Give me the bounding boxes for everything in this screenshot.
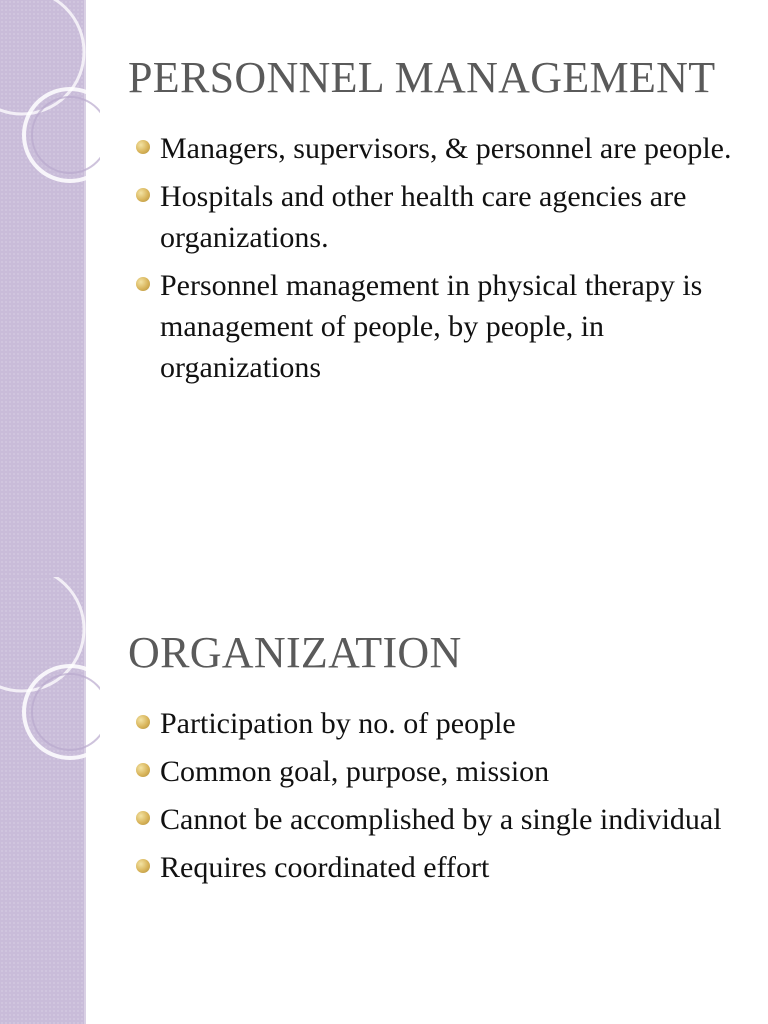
bullet-text: Common goal, purpose, mission: [160, 755, 550, 788]
bullet-text: Personnel management in physical therapy is management of people, by people, in organizations: [160, 269, 703, 384]
list-item: [134, 128, 746, 169]
bullet-text: Cannot be accomplished by a single individual: [160, 803, 722, 836]
list-item: [134, 703, 746, 744]
bullet-text: Hospitals and other health care agencies are organizations.: [160, 180, 687, 254]
bullet-text: Requires coordinated effort: [160, 851, 490, 884]
bullet-dot-icon: [136, 763, 150, 777]
bullet-dot-icon: [136, 859, 150, 873]
list-item: [134, 751, 746, 792]
bullet-text: Participation by no. of people: [160, 707, 516, 740]
decorative-rings-icon: [0, 577, 100, 777]
list-item: [134, 799, 746, 840]
decorative-rings-icon: [0, 0, 100, 200]
slide-title: PERSONNEL MANAGEMENT: [128, 53, 716, 102]
slide-organization: [0, 577, 768, 1024]
list-item: [134, 847, 746, 888]
bullet-list: [134, 128, 746, 395]
bullet-dot-icon: [136, 188, 150, 202]
list-item: [134, 265, 746, 388]
bullet-list: [134, 703, 746, 895]
bullet-dot-icon: [136, 715, 150, 729]
slide-title: ORGANIZATION: [128, 628, 462, 677]
list-item: [134, 176, 746, 258]
bullet-dot-icon: [136, 140, 150, 154]
bullet-dot-icon: [136, 811, 150, 825]
bullet-text: Managers, supervisors, & personnel are people.: [160, 132, 732, 165]
bullet-dot-icon: [136, 277, 150, 291]
